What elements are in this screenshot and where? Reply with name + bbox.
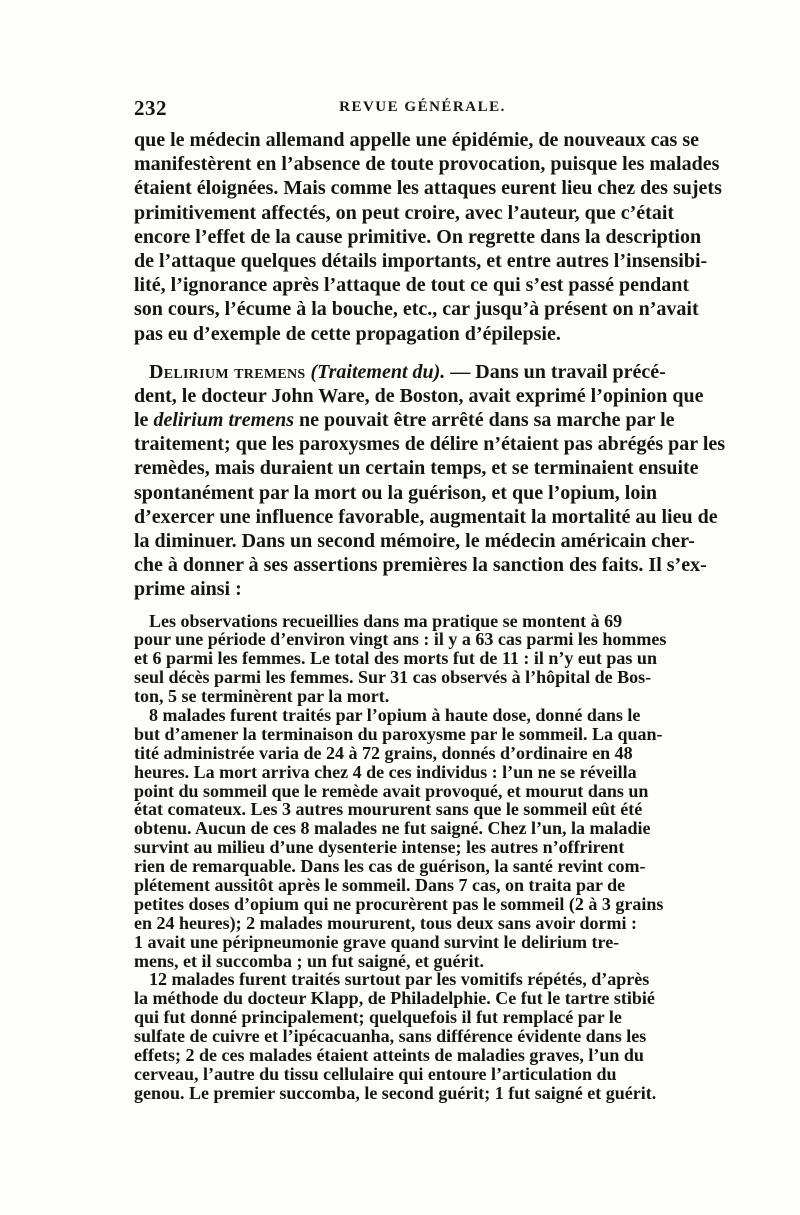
text-line: pas eu d’exemple de cette propagation d’épilepsie. bbox=[134, 322, 561, 345]
quote-line: point du sommeil que le remède avait provoqué, et mourut dans un bbox=[134, 780, 649, 801]
italic-term: delirium tremens bbox=[153, 409, 295, 432]
quote-line: petites doses d’opium qui ne procurèrent pas le sommeil (2 à 3 grains bbox=[134, 893, 664, 914]
quote-line: effets; 2 de ces malades étaient atteints de maladies graves, l’un du bbox=[134, 1045, 644, 1066]
quote-line: la méthode du docteur Klapp, de Philadelphie. Ce fut le tartre stibié bbox=[134, 988, 655, 1009]
text-line: encore l’effet de la cause primitive. On regrette dans la description bbox=[134, 225, 702, 248]
quote-line: ton, 5 se terminèrent par la mort. bbox=[134, 686, 390, 707]
text-line: dent, le docteur John Ware, de Boston, avait exprimé l’opinion que bbox=[134, 384, 704, 407]
section-heading: Delirium tremens bbox=[149, 360, 306, 383]
text-line: primitivement affectés, on peut croire, avec l’auteur, que c’était bbox=[134, 201, 675, 224]
section-heading-line bbox=[134, 360, 671, 384]
text-line: la diminuer. Dans un second mémoire, le médecin américain cher- bbox=[134, 530, 695, 552]
quote-line: survint au milieu d’une dysenterie intense; les autres n’offrirent bbox=[134, 837, 625, 858]
quote-line: et 6 parmi les femmes. Le total des morts fut de 11 : il n’y eut pas un bbox=[134, 648, 657, 669]
quote-line: pour une période d’environ vingt ans : il y a 63 cas parmi les hommes bbox=[134, 629, 667, 650]
quote-line: sulfate de cuivre et l’ipécacuanha, sans différence évidente dans les bbox=[134, 1026, 647, 1047]
text-line: d’exercer une influence favorable, augmentait la mortalité au lieu de bbox=[134, 505, 718, 528]
text-line: che à donner à ses assertions premières la sanction des faits. Il s’ex- bbox=[134, 554, 707, 577]
quote-line: Les observations recueillies dans ma pratique se montent à 69 bbox=[149, 610, 623, 631]
paragraph-delirium bbox=[134, 360, 726, 602]
quote-line: tité administrée varia de 24 à 72 grains, donnés d’ordinaire en 48 bbox=[134, 742, 633, 763]
quote-line: 12 malades furent traités surtout par les vomitifs répétés, d’après bbox=[149, 969, 650, 990]
quote-line: qui fut donné principalement; quelquefois il fut remplacé par le bbox=[134, 1007, 622, 1028]
quote-line: obtenu. Aucun de ces 8 malades ne fut saigné. Chez l’un, la maladie bbox=[134, 818, 651, 839]
quote-line: heures. La mort arriva chez 4 de ces individus : l’un ne se réveilla bbox=[134, 761, 637, 782]
quote-line: plétement aussitôt après le sommeil. Dans 7 cas, on traita par de bbox=[134, 875, 626, 896]
quote-line: en 24 heures); 2 malades moururent, tous deux sans avoir dormi : bbox=[134, 912, 638, 933]
text-line: traitement; que les paroxysmes de délire n’étaient pas abrégés par les bbox=[134, 433, 726, 456]
text-line: de l’attaque quelques détails importants, et entre autres l’insensibi- bbox=[134, 249, 708, 272]
quote-line: cerveau, l’autre du tissu cellulaire qui entoure l’articulation du bbox=[134, 1063, 617, 1084]
text-line: spontanément par la mort ou la guérison, et que l’opium, loin bbox=[134, 481, 657, 504]
body-text bbox=[134, 128, 726, 1103]
quoted-passage bbox=[134, 612, 671, 1103]
page-header bbox=[134, 96, 671, 126]
quote-line: seul décès parmi les femmes. Sur 31 cas observés à l’hôpital de Bos- bbox=[134, 667, 652, 688]
running-title: REVUE GÉNÉRALE. bbox=[339, 99, 506, 115]
paragraph-epilepsy bbox=[134, 128, 722, 346]
text-line: prime ainsi : bbox=[134, 578, 242, 601]
quote-line: 8 malades furent traités par l’opium à haute dose, donné dans le bbox=[149, 705, 641, 726]
quote-line: état comateux. Les 3 autres moururent sans que le sommeil eût été bbox=[134, 799, 643, 820]
quote-line: but d’amener la terminaison du paroxysme par le sommeil. La quan- bbox=[134, 723, 663, 744]
quote-line: 1 avait une péripneumonie grave quand survint le delirium tre- bbox=[134, 931, 620, 952]
text-fragment: — Dans un travail précé- bbox=[450, 360, 666, 383]
text-line: le delirium tremens ne pouvait être arrêté dans sa marche par le bbox=[134, 409, 675, 432]
text-line: son cours, l’écume à la bouche, etc., car jusqu’à présent on n’avait bbox=[134, 298, 699, 321]
section-heading-italic: (Traitement du). bbox=[310, 360, 446, 383]
text-line: lité, l’ignorance après l’attaque de tout ce qui s’est passé pendant bbox=[134, 274, 689, 297]
quote-line: genou. Le premier succomba, le second guérit; 1 fut saigné et guérit. bbox=[134, 1082, 657, 1103]
page-number: 232 bbox=[134, 96, 167, 120]
text-line: que le médecin allemand appelle une épidémie, de nouveaux cas se bbox=[134, 129, 699, 151]
quote-line: rien de remarquable. Dans les cas de guérison, la santé revint com- bbox=[134, 856, 646, 877]
quote-line: mens, et il succomba ; un fut saigné, et guérit. bbox=[134, 950, 484, 971]
text-line: remèdes, mais duraient un certain temps, et se terminaient ensuite bbox=[134, 457, 699, 480]
text-line: manifestèrent en l’absence de toute provocation, puisque les malades bbox=[134, 153, 720, 176]
text-line: étaient éloignées. Mais comme les attaques eurent lieu chez des sujets bbox=[134, 177, 722, 200]
